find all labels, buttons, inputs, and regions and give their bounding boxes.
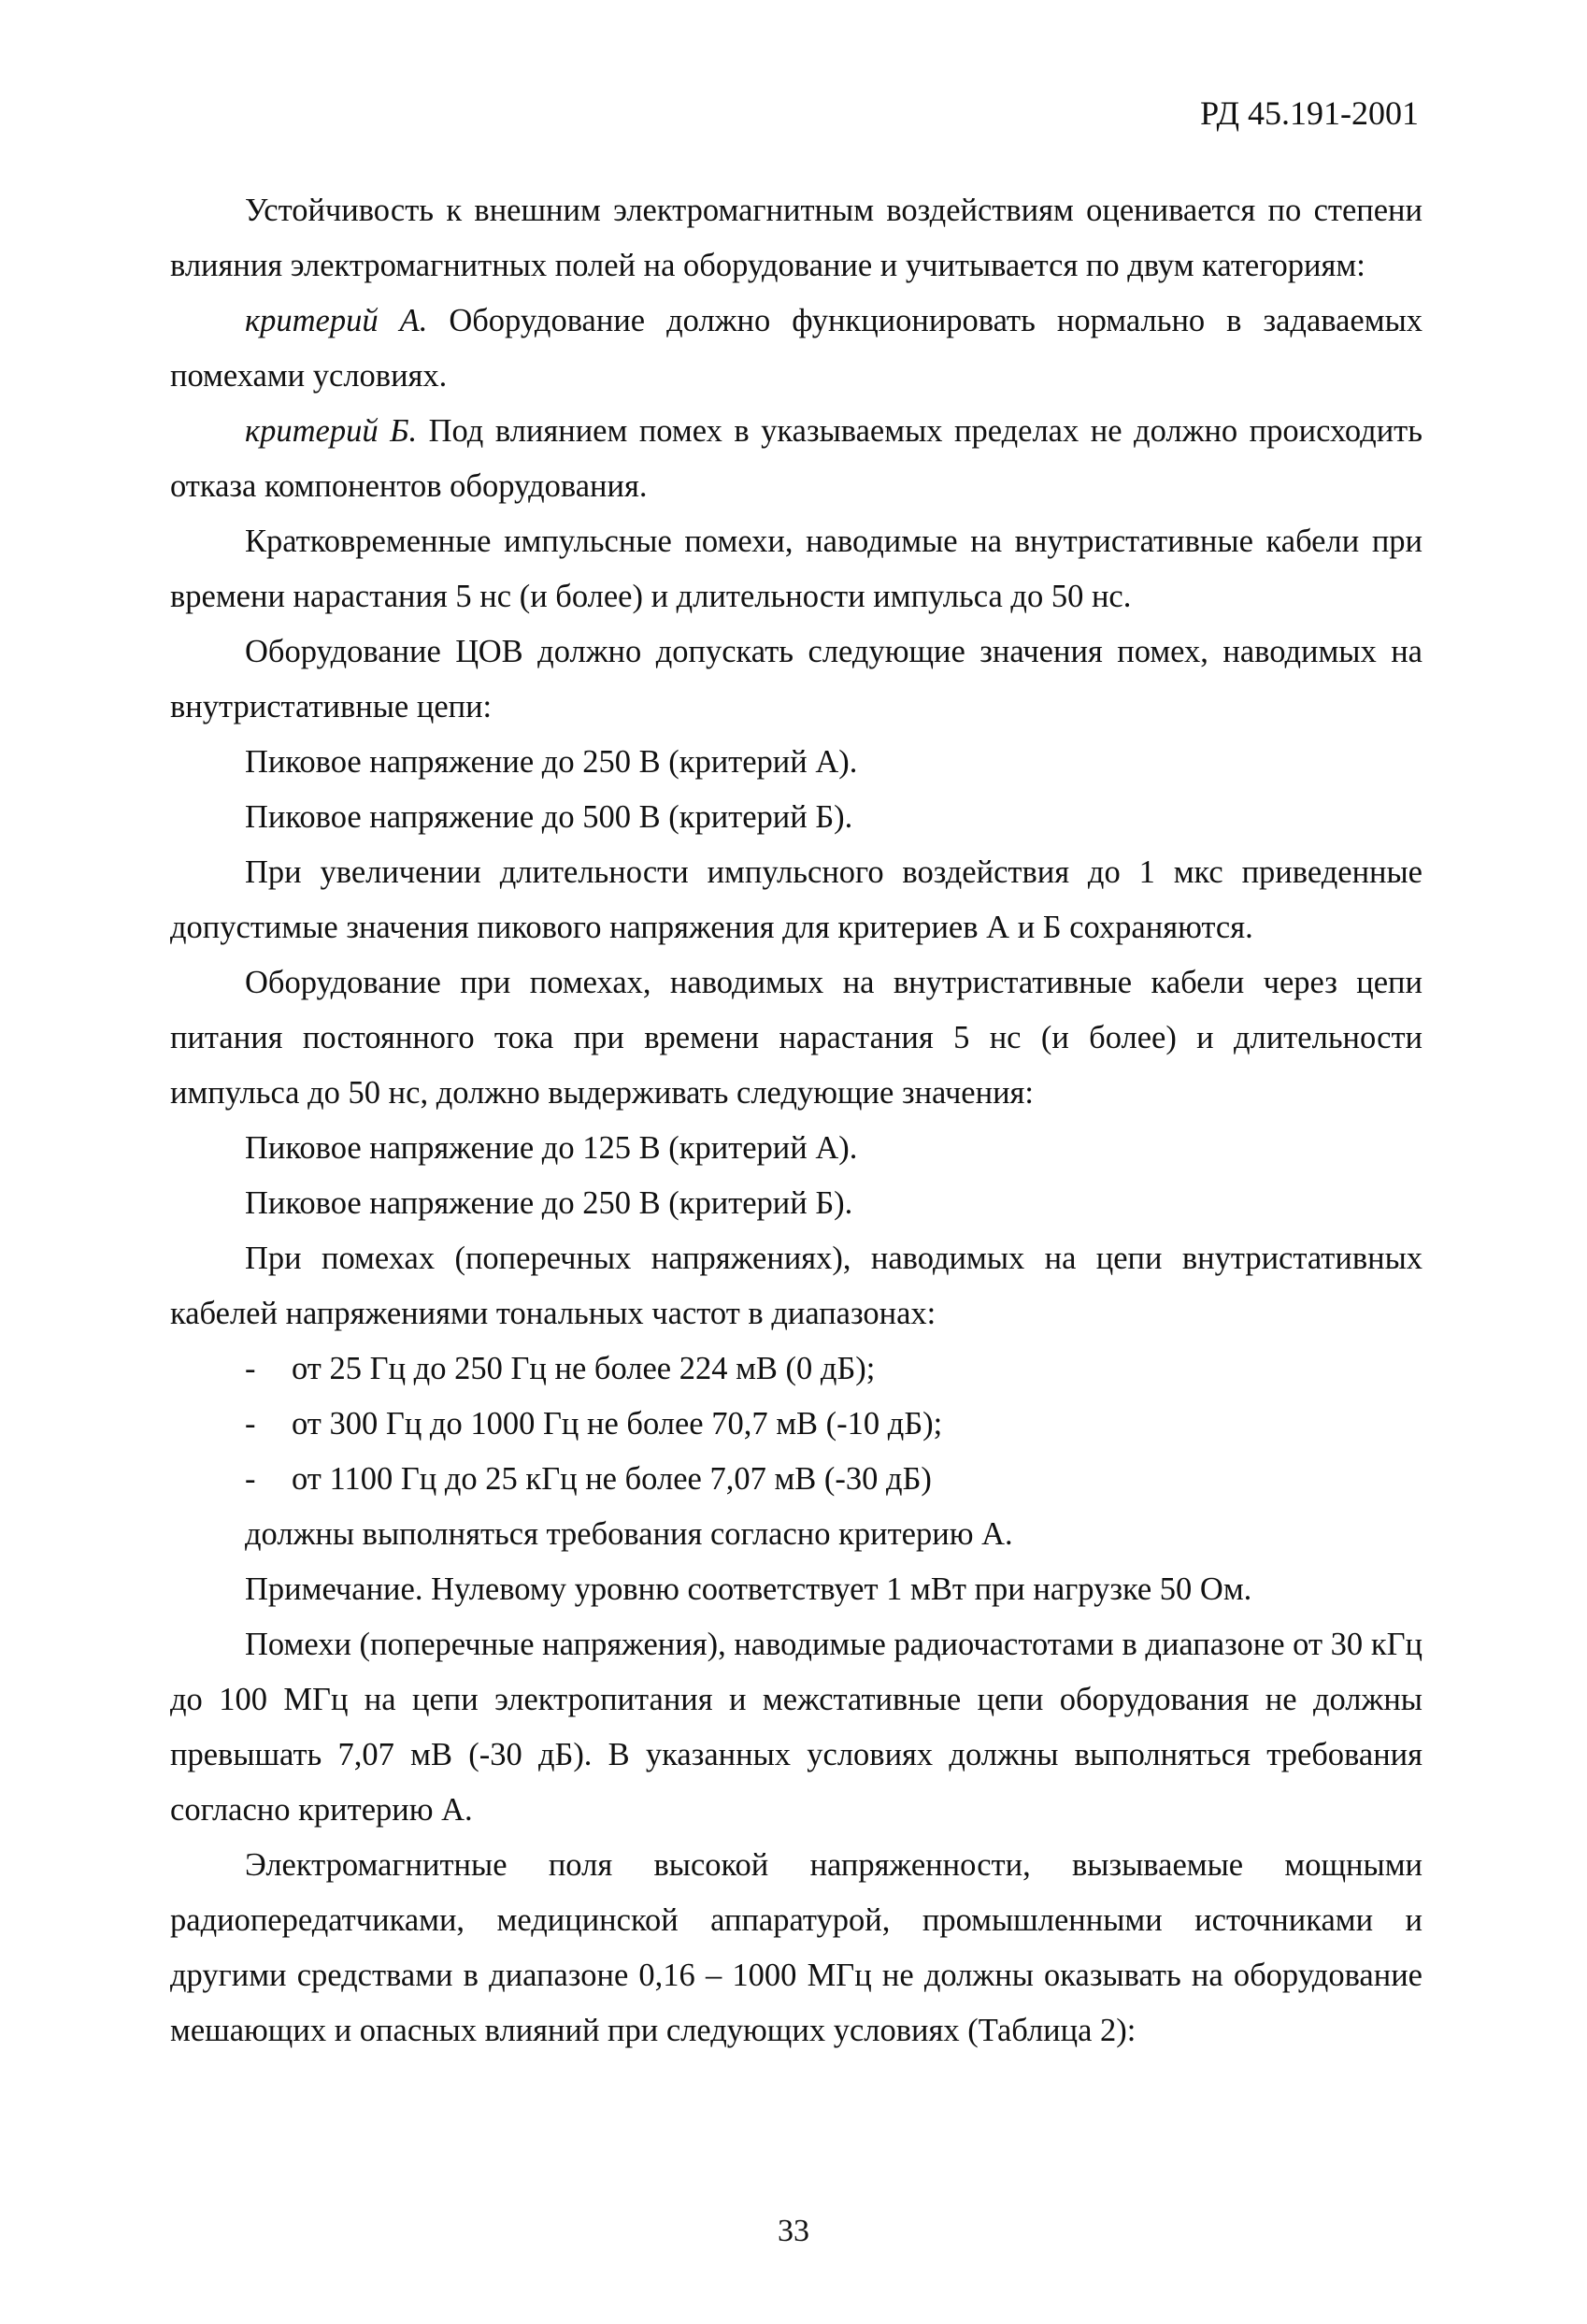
paragraph-em-fields: Электромагнитные поля высокой напряженности, вызываемые мощными радиопередатчиками, медицинской аппаратурой, промышленными источниками и другими средствами в диапазоне 0,16 – 1000 МГц не должны оказывать на оборудование мешающих и опасных влияний при следующих условиях (Таблица 2): xyxy=(170,1847,1423,2048)
criterion-b-label: критерий Б. xyxy=(245,413,418,449)
criterion-a-label: критерий А. xyxy=(245,303,428,338)
list-item-text: от 300 Гц до 1000 Гц не более 70,7 мВ (-10 дБ); xyxy=(292,1406,943,1442)
paragraph-criterion-a-requirement: должны выполняться требования согласно критерию А. xyxy=(245,1516,1013,1552)
list-item-text: от 1100 Гц до 25 кГц не более 7,07 мВ (-30 дБ) xyxy=(292,1461,932,1497)
document-code: РД 45.191-2001 xyxy=(1200,94,1419,132)
paragraph-peak-250-a: Пиковое напряжение до 250 В (критерий А). xyxy=(245,744,858,780)
list-item xyxy=(170,1341,1423,1397)
paragraph-transverse-voltages: При помехах (поперечных напряжениях), наводимых на цепи внутристативных кабелей напряжениями тональных частот в диапазонах: xyxy=(170,1241,1423,1331)
paragraph-radio-frequency: Помехи (поперечные напряжения), наводимые радиочастотами в диапазоне от 30 кГц до 100 МГц на цепи электропитания и межстативные цепи оборудования не должны превышать 7,07 мВ (-30 дБ). В указанных условиях должны выполняться требования согласно критерию А. xyxy=(170,1627,1423,1828)
paragraph-criterion-a xyxy=(170,294,1423,404)
list-item xyxy=(170,1397,1423,1452)
paragraph-duration-increase: При увеличении длительности импульсного воздействия до 1 мкс приведенные допустимые значения пикового напряжения для критериев А и Б сохраняются. xyxy=(170,854,1423,945)
paragraph-impulse-interference: Кратковременные импульсные помехи, наводимые на внутристативные кабели при времени нарастания 5 нс (и более) и длительности импульса до 50 нс. xyxy=(170,524,1423,614)
list-dash: - xyxy=(245,1351,256,1386)
list-item-text: от 25 Гц до 250 Гц не более 224 мВ (0 дБ); xyxy=(292,1351,876,1386)
page-body xyxy=(170,183,1423,2059)
list-dash: - xyxy=(245,1461,256,1497)
paragraph-dc-power-interference: Оборудование при помехах, наводимых на внутристативные кабели через цепи питания постоянного тока при времени нарастания 5 нс (и более) и длительности импульса до 50 нс, должно выдерживать следующие значения: xyxy=(170,965,1423,1111)
list-item xyxy=(170,1452,1423,1507)
criterion-b-text: Под влиянием помех в указываемых пределах не должно происходить отказа компонентов оборудования. xyxy=(170,413,1423,504)
paragraph-cov-equipment: Оборудование ЦОВ должно допускать следующие значения помех, наводимых на внутристативные цепи: xyxy=(170,634,1423,724)
page-number: 33 xyxy=(778,2214,809,2248)
criterion-a-text: Оборудование должно функционировать нормально в задаваемых помехами условиях. xyxy=(170,303,1423,394)
list-dash: - xyxy=(245,1406,256,1442)
paragraph-criterion-b xyxy=(170,404,1423,514)
paragraph-intro: Устойчивость к внешним электромагнитным воздействиям оценивается по степени влияния электромагнитных полей на оборудование и учитывается по двум категориям: xyxy=(170,193,1423,283)
paragraph-note: Примечание. Нулевому уровню соответствует 1 мВт при нагрузке 50 Ом. xyxy=(245,1571,1252,1607)
paragraph-peak-500-b: Пиковое напряжение до 500 В (критерий Б). xyxy=(245,799,853,835)
paragraph-peak-125-a: Пиковое напряжение до 125 В (критерий А). xyxy=(245,1130,858,1166)
paragraph-peak-250-b: Пиковое напряжение до 250 В (критерий Б). xyxy=(245,1185,853,1221)
